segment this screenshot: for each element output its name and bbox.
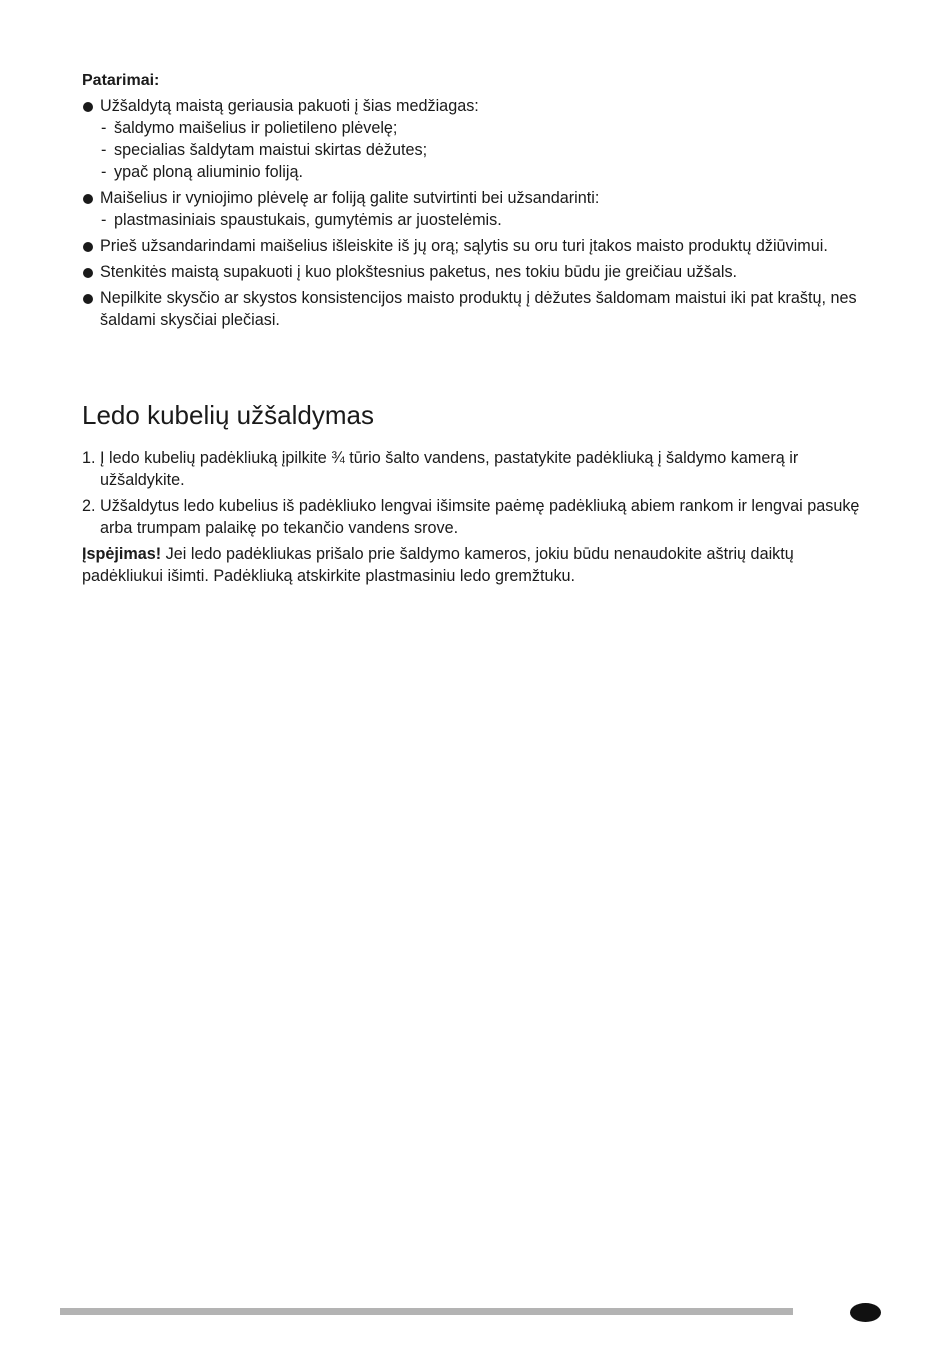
- ice-step-item: [82, 447, 872, 491]
- ice-step-text: Užšaldytus ledo kubelius iš padėkliuko lengvai išimsite paėmę padėkliuką abiem rankom ir lengvai pasukę arba trumpam palaikę po tekančio vandens srove.: [100, 497, 860, 537]
- tips-list-item: [82, 95, 872, 183]
- tips-sub-item-text: ypač ploną aliuminio foliją.: [114, 163, 303, 181]
- section-title: Ledo kubelių užšaldymas: [82, 400, 374, 430]
- bullet-icon: [83, 294, 93, 304]
- dash-icon: -: [101, 163, 107, 181]
- page-content: [82, 70, 872, 603]
- tips-sub-item: [100, 117, 872, 139]
- ice-steps-list: [82, 447, 872, 539]
- bullet-icon: [83, 242, 93, 252]
- tips-sub-item-text: specialias šaldytam maistui skirtas dėžutes;: [114, 141, 428, 159]
- tips-sub-list: [100, 117, 872, 183]
- tips-sub-item-text: šaldymo maišelius ir polietileno plėvelę;: [114, 119, 398, 137]
- tips-item-text: Užšaldytą maistą geriausia pakuoti į šias medžiagas:: [100, 97, 479, 115]
- tips-sub-list: [100, 209, 872, 231]
- tips-list-item: [82, 187, 872, 231]
- tips-sub-item: [100, 161, 872, 183]
- bullet-icon: [83, 268, 93, 278]
- tips-list-item: [82, 287, 872, 331]
- dash-icon: -: [101, 141, 107, 159]
- tips-item-text: Maišelius ir vyniojimo plėvelę ar foliją galite sutvirtinti bei užsandarinti:: [100, 189, 600, 207]
- tips-list-item: [82, 261, 872, 283]
- warning-paragraph: [82, 543, 872, 587]
- page-marker-oval: [850, 1303, 881, 1322]
- dash-icon: -: [101, 119, 107, 137]
- tips-item-text: Nepilkite skysčio ar skystos konsistencijos maisto produktų į dėžutes šaldomam maistui iki pat kraštų, nes šaldami skysčiai plečiasi.: [100, 289, 857, 329]
- tips-item-text: Stenkitės maistą supakuoti į kuo plokštesnius paketus, nes tokiu būdu jie greičiau užšals.: [100, 263, 738, 281]
- bullet-icon: [83, 194, 93, 204]
- tips-sub-item-text: plastmasiniais spaustukais, gumytėmis ar juostelėmis.: [114, 211, 502, 229]
- tips-heading: Patarimai:: [82, 72, 160, 89]
- tips-list-item: [82, 235, 872, 257]
- tips-sub-item: [100, 209, 872, 231]
- bullet-icon: [83, 102, 93, 112]
- tips-sub-item: [100, 139, 872, 161]
- warning-text: Jei ledo padėkliukas prišalo prie šaldymo kameros, jokiu būdu nenaudokite aštrių daiktų padėkliukui išimti. Padėkliuką atskirkite plastmasiniu ledo gremžtuku.: [82, 545, 794, 585]
- step-number: 1.: [82, 449, 96, 467]
- ice-step-item: [82, 495, 872, 539]
- footer-bar: [60, 1308, 793, 1315]
- tips-item-text: Prieš užsandarindami maišelius išleiskite iš jų orą; sąlytis su oru turi įtakos maisto produktų džiūvimui.: [100, 237, 828, 255]
- dash-icon: -: [101, 211, 107, 229]
- warning-label: Įspėjimas!: [82, 545, 162, 563]
- tips-list: [82, 95, 872, 331]
- ice-step-text: Į ledo kubelių padėkliuką įpilkite ¾ tūrio šalto vandens, pastatykite padėkliuką į šaldymo kamerą ir užšaldykite.: [100, 449, 799, 489]
- step-number: 2.: [82, 497, 96, 515]
